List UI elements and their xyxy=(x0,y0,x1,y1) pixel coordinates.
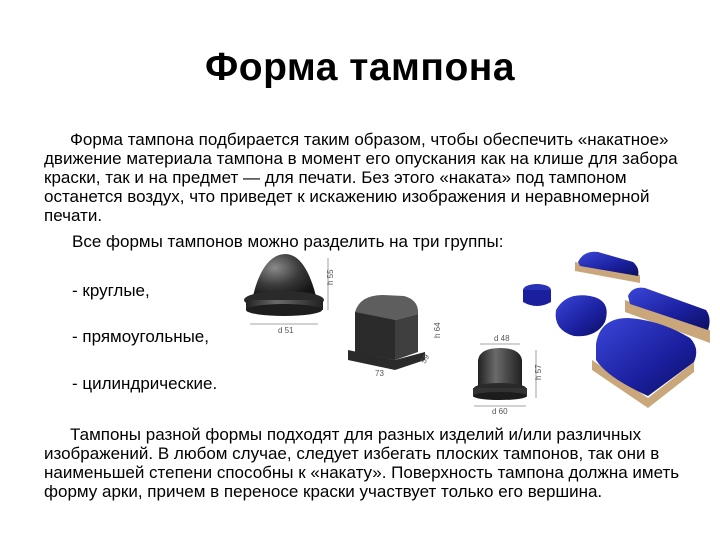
slide-title: Форма тампона xyxy=(204,46,516,89)
rect-length-label: 73 xyxy=(375,369,384,378)
cylinder-pad-figure xyxy=(473,334,543,416)
round-diameter-label: d 51 xyxy=(278,326,294,335)
groups-intro: Все формы тампонов можно разделить на три группы: xyxy=(72,232,504,251)
group-cylindrical: - цилиндрические. xyxy=(72,374,218,393)
conclusion-text: Тампоны разной формы подходят для разных изделий и/или различных изображений. В любом случае, следует избегать плоских тампонов, так они в наименьшей степени способны к «накату». Поверхность тампона должна иметь форму арки, причем в переносе краски участвует только его вершина. xyxy=(44,425,680,501)
blue-pad-round xyxy=(556,295,607,336)
blue-pads-photo xyxy=(523,252,710,408)
rect-height-label: h 64 xyxy=(433,322,442,338)
group-round: - круглые, xyxy=(72,281,150,300)
blue-pad-small xyxy=(523,290,551,306)
rect-width-label: 59 xyxy=(418,352,432,365)
group-rectangular: - прямоугольные, xyxy=(72,327,209,346)
cylinder-diameter-label: d 60 xyxy=(492,407,508,416)
round-height-label: h 55 xyxy=(326,269,335,285)
intro-text: Форма тампона подбирается таким образом, чтобы обеспечить «накатное» движение материала тампона в момент его опускания как на клише для забора краски, так и на предмет — для печати. Без этого «наката» под тампоном останется воздух, что приведет к искажению изображения и неравномерной печати. xyxy=(44,130,678,225)
cylinder-height-label: h 57 xyxy=(534,364,543,380)
rect-pad-figure xyxy=(348,295,442,378)
cylinder-top-diameter-label: d 48 xyxy=(494,334,510,343)
cylinder-pad xyxy=(478,348,522,388)
round-pad-figure xyxy=(244,254,335,335)
